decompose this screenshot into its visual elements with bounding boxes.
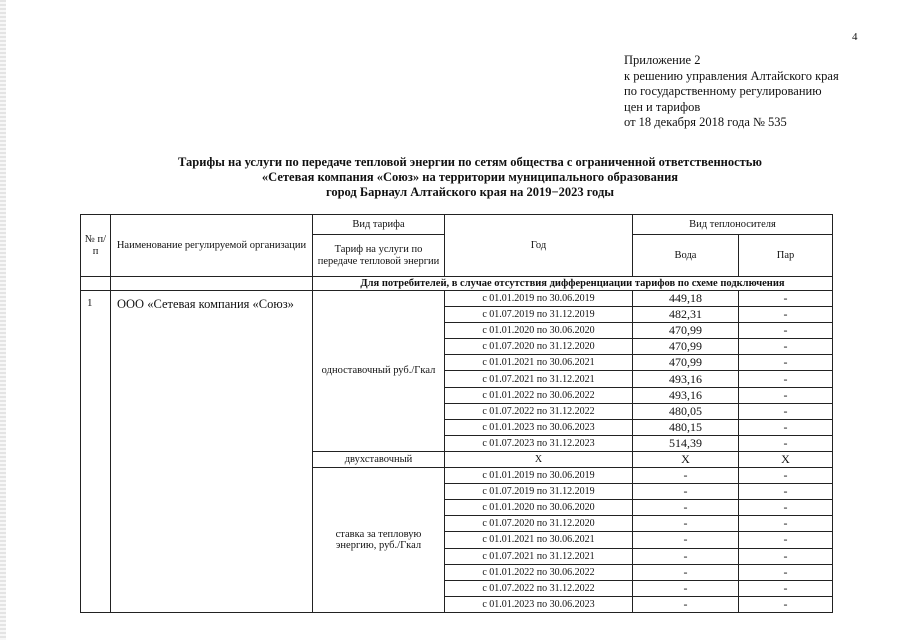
water-value-cell: 514,39 [633,435,739,451]
water-value-cell: - [633,532,739,548]
steam-value-cell: - [739,435,833,451]
period-cell: с 01.01.2021 по 30.06.2021 [445,532,633,548]
period-cell: с 01.07.2020 по 31.12.2020 [445,516,633,532]
water-value-cell: - [633,484,739,500]
steam-value-cell: - [739,484,833,500]
header-carrier: Вид теплоносителя [633,215,833,235]
steam-value-cell: - [739,307,833,323]
header-tariff-type: Вид тарифа [313,215,445,235]
water-value-cell: Х [633,451,739,467]
period-cell: с 01.07.2019 по 31.12.2019 [445,307,633,323]
steam-value-cell: - [739,323,833,339]
period-cell: с 01.07.2019 по 31.12.2019 [445,484,633,500]
period-cell: с 01.01.2023 по 30.06.2023 [445,596,633,612]
water-value-cell: - [633,468,739,484]
period-cell: с 01.01.2021 по 30.06.2021 [445,355,633,371]
water-value-cell: 482,31 [633,307,739,323]
water-value-cell: 480,15 [633,419,739,435]
header-year: Год [445,215,633,277]
steam-value-cell: - [739,291,833,307]
water-value-cell: - [633,516,739,532]
water-value-cell: 449,18 [633,291,739,307]
period-cell: с 01.07.2022 по 31.12.2022 [445,580,633,596]
title-line: «Сетевая компания «Союз» на территории муниципального образования [261,170,679,184]
steam-value-cell: - [739,516,833,532]
document-title [120,155,820,200]
steam-value-cell: - [739,387,833,403]
steam-value-cell: - [739,355,833,371]
appendix-line: по государственному регулированию [624,84,822,98]
appendix-line: к решению управления Алтайского края [624,68,839,83]
section-heading: Для потребителей, в случае отсутствия дифференциации тарифов по схеме подключения [313,277,833,291]
steam-value-cell: - [739,403,833,419]
period-cell: с 01.07.2023 по 31.12.2023 [445,435,633,451]
steam-value-cell: Х [739,451,833,467]
tariff-type-cell: одноставочный руб./Гкал [313,291,445,452]
water-value-cell: 493,16 [633,371,739,387]
appendix-line: от 18 декабря 2018 года № 535 [624,115,787,129]
steam-value-cell: - [739,468,833,484]
steam-value-cell: - [739,371,833,387]
appendix-line: цен и тарифов [624,99,701,114]
organization-name-cell: ООО «Сетевая компания «Союз» [111,291,313,613]
steam-value-cell: - [739,500,833,516]
steam-value-cell: - [739,419,833,435]
steam-value-cell: - [739,580,833,596]
title-line: город Барнаул Алтайского края на 2019−2023 годы [325,185,615,199]
water-value-cell: 470,99 [633,323,739,339]
water-value-cell: - [633,580,739,596]
steam-value-cell: - [739,548,833,564]
period-cell: с 01.07.2020 по 31.12.2020 [445,339,633,355]
steam-value-cell: - [739,564,833,580]
tariff-type-cell: двухставочный [313,451,445,467]
period-cell: с 01.01.2022 по 30.06.2022 [445,564,633,580]
water-value-cell: 493,16 [633,387,739,403]
header-num: № п/п [81,215,111,277]
period-cell: с 01.01.2019 по 30.06.2019 [445,468,633,484]
period-cell: Х [445,451,633,467]
section-blank-cell [111,277,313,291]
period-cell: с 01.01.2019 по 30.06.2019 [445,291,633,307]
header-tariff-sub: Тариф на услуги по передаче тепловой энергии [313,235,445,277]
table-row [81,291,833,307]
page-number: 4 [852,31,858,43]
water-value-cell: 470,99 [633,339,739,355]
steam-value-cell: - [739,532,833,548]
period-cell: с 01.01.2022 по 30.06.2022 [445,387,633,403]
water-value-cell: - [633,500,739,516]
period-cell: с 01.01.2020 по 30.06.2020 [445,323,633,339]
title-line: Тарифы на услуги по передаче тепловой энергии по сетям общества с ограниченной ответственностью [178,155,762,169]
water-value-cell: - [633,564,739,580]
water-value-cell: - [633,596,739,612]
period-cell: с 01.01.2023 по 30.06.2023 [445,419,633,435]
header-water: Вода [633,235,739,277]
tariff-table [80,214,833,613]
water-value-cell: 480,05 [633,403,739,419]
water-value-cell: - [633,548,739,564]
section-blank-cell [81,277,111,291]
period-cell: с 01.07.2022 по 31.12.2022 [445,403,633,419]
appendix-block [624,53,839,131]
period-cell: с 01.01.2020 по 30.06.2020 [445,500,633,516]
tariff-type-cell: ставка за тепловую энергию, руб./Гкал [313,468,445,613]
scan-edge-artifact [0,0,6,640]
header-steam: Пар [739,235,833,277]
header-org: Наименование регулируемой организации [111,215,313,277]
period-cell: с 01.07.2021 по 31.12.2021 [445,371,633,387]
row-number-cell: 1 [81,291,111,613]
water-value-cell: 470,99 [633,355,739,371]
period-cell: с 01.07.2021 по 31.12.2021 [445,548,633,564]
steam-value-cell: - [739,339,833,355]
steam-value-cell: - [739,596,833,612]
appendix-line: Приложение 2 [624,53,701,67]
